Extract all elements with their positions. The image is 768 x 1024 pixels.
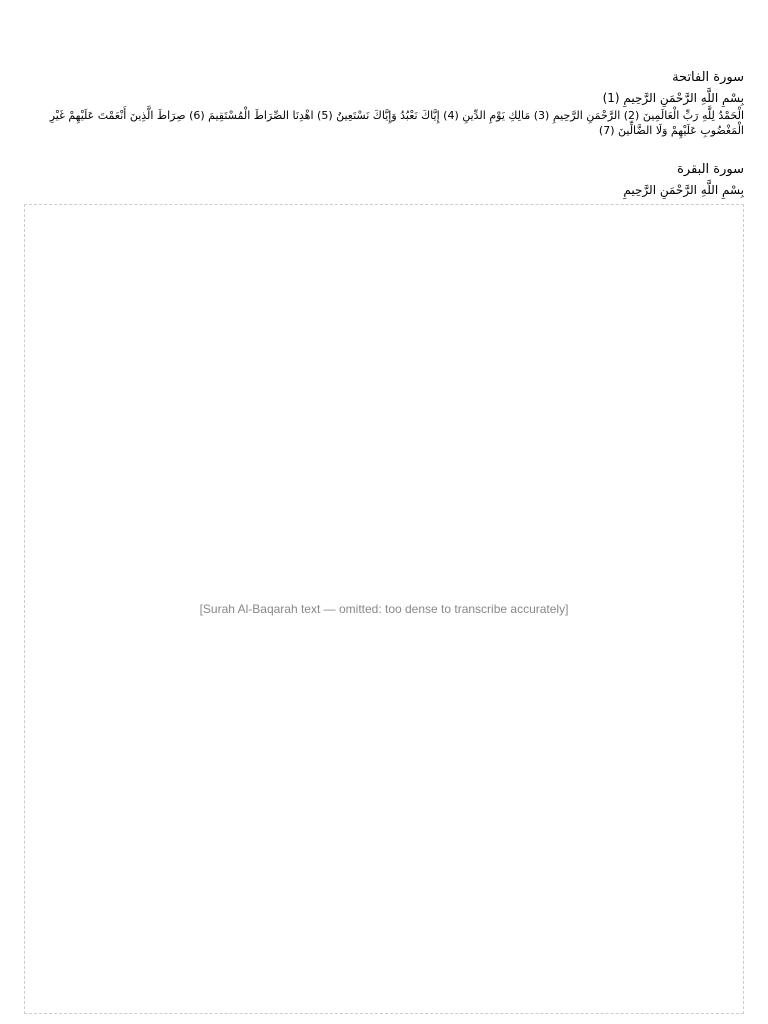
surah-title: سورة البقرة [677, 162, 744, 177]
surah-body-text [24, 204, 744, 1014]
surah-baqarah [24, 162, 744, 1014]
verse-line: الْحَمْدُ لِلَّهِ رَبِّ الْعَالَمِينَ (2) الرَّحْمَنِ الرَّحِيمِ (3) مَالِكِ يَوْمِ الدِّينِ (4) إِيَّاكَ نَعْبُدُ وَإِيَّاكَ نَسْتَعِينُ (5) اهْدِنَا الصِّرَاطَ الْمُسْتَقِيمَ (6) صِرَاطَ الَّذِينَ أَنْعَمْتَ عَلَيْهِمْ غَيْرِ الْمَغْضُوبِ عَلَيْهِمْ وَلَا الضَّالِّينَ (7) [49, 109, 744, 137]
basmala: بِسْمِ اللَّهِ الرَّحْمَنِ الرَّحِيمِ [623, 183, 744, 197]
surah-fatiha [24, 70, 744, 138]
section-gap [24, 138, 744, 162]
basmala: بِسْمِ اللَّهِ الرَّحْمَنِ الرَّحِيمِ (1) [602, 91, 744, 105]
omitted-text-placeholder: [Surah Al-Baqarah text — omitted: too dense to transcribe accurately] [199, 602, 569, 616]
surah-title: سورة الفاتحة [672, 70, 744, 85]
